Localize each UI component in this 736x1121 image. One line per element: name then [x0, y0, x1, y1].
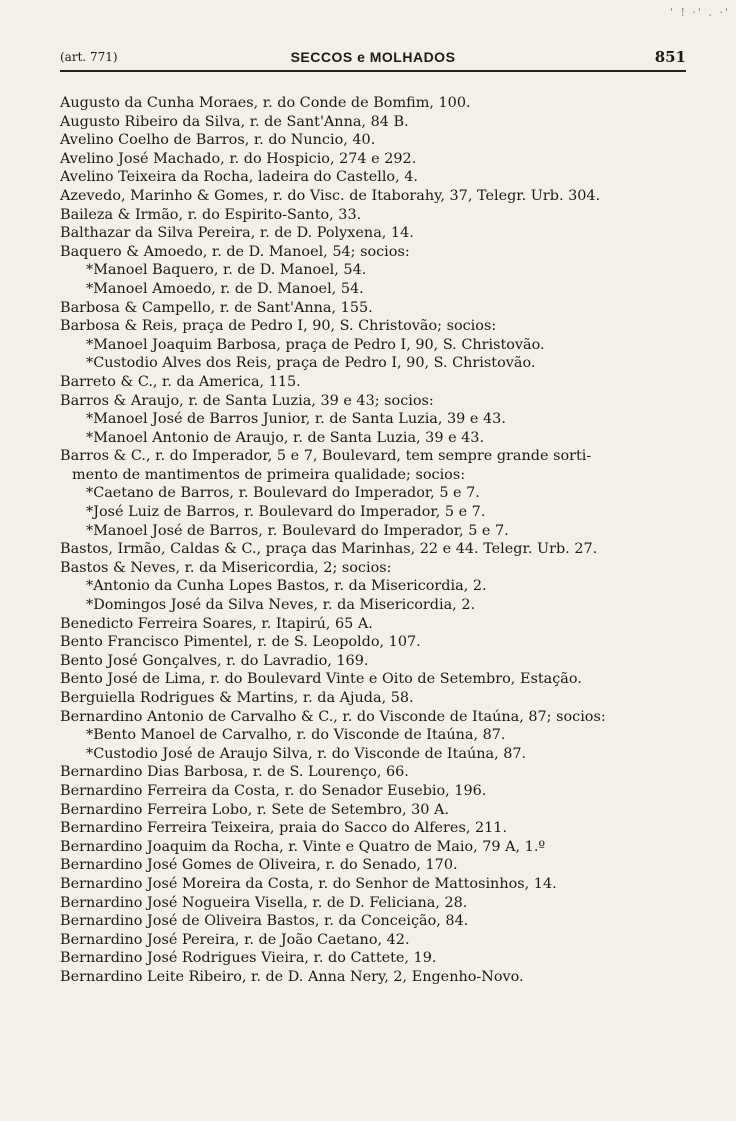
directory-entry: Barros & Araujo, r. de Santa Luzia, 39 e 43; socios:: [60, 392, 434, 409]
directory-entry: Balthazar da Silva Pereira, r. de D. Polyxena, 14.: [60, 225, 414, 242]
directory-entries: [60, 94, 700, 987]
directory-entry: Bernardino José de Oliveira Bastos, r. da Conceição, 84.: [60, 913, 469, 930]
directory-entry: Bernardino Joaquim da Rocha, r. Vinte e Quatro de Maio, 79 A, 1.º: [60, 838, 546, 855]
directory-entry: Bernardino Antonio de Carvalho & C., r. do Visconde de Itaúna, 87; socios:: [60, 708, 606, 725]
directory-entry: Bento José de Lima, r. do Boulevard Vinte e Oito de Setembro, Estação.: [60, 671, 582, 688]
directory-entry: Bernardino Ferreira Lobo, r. Sete de Setembro, 30 A.: [60, 801, 449, 818]
directory-entry: Bastos & Neves, r. da Misericordia, 2; socios:: [60, 559, 392, 576]
entry-continuation: mento de mantimentos de primeira qualidade; socios:: [72, 466, 466, 483]
partner-entry: *Custodio José de Araujo Silva, r. do Visconde de Itaúna, 87.: [86, 745, 527, 762]
partner-entry: *Manoel Antonio de Araujo, r. de Santa Luzia, 39 e 43.: [86, 429, 485, 446]
directory-entry: Bastos, Irmão, Caldas & C., praça das Marinhas, 22 e 44. Telegr. Urb. 27.: [60, 541, 598, 558]
directory-entry: Bernardino Ferreira da Costa, r. do Senador Eusebio, 196.: [60, 782, 487, 799]
partner-entry: *José Luiz de Barros, r. Boulevard do Imperador, 5 e 7.: [86, 504, 486, 521]
directory-entry: Bernardino José Moreira da Costa, r. do Senhor de Mattosinhos, 14.: [60, 875, 557, 892]
directory-entry: Bernardino Leite Ribeiro, r. de D. Anna Nery, 2, Engenho-Novo.: [60, 968, 524, 985]
directory-entry: Avelino José Machado, r. do Hospicio, 274 e 292.: [60, 150, 417, 167]
section-title: SECCOS e MOLHADOS: [290, 49, 456, 65]
article-reference: (art. 771): [60, 50, 118, 64]
directory-entry: Baquero & Amoedo, r. de D. Manoel, 54; socios:: [60, 243, 410, 260]
partner-entry: *Antonio da Cunha Lopes Bastos, r. da Misericordia, 2.: [86, 578, 487, 595]
directory-entry: Barreto & C., r. da America, 115.: [60, 373, 301, 390]
directory-entry: Barbosa & Reis, praça de Pedro I, 90, S. Christovão; socios:: [60, 318, 497, 335]
directory-entry: Avelino Coelho de Barros, r. do Nuncio, 40.: [60, 132, 376, 149]
directory-entry: Bento Francisco Pimentel, r. de S. Leopoldo, 107.: [60, 634, 421, 651]
directory-entry: Benedicto Ferreira Soares, r. Itapirú, 65 A.: [60, 615, 373, 632]
partner-entry: *Manoel Joaquim Barbosa, praça de Pedro I, 90, S. Christovão.: [86, 336, 545, 353]
directory-entry: Barbosa & Campello, r. de Sant'Anna, 155.: [60, 299, 373, 316]
partner-entry: *Domingos José da Silva Neves, r. da Misericordia, 2.: [86, 597, 476, 614]
directory-entry: Berguiella Rodrigues & Martins, r. da Ajuda, 58.: [60, 690, 414, 706]
partner-entry: *Manoel José de Barros, r. Boulevard do Imperador, 5 e 7.: [86, 522, 509, 539]
page-number: 851: [654, 48, 686, 66]
directory-entry: Barros & C., r. do Imperador, 5 e 7, Boulevard, tem sempre grande sorti-: [60, 448, 592, 465]
directory-entry: Bernardino José Rodrigues Vieira, r. do Cattete, 19.: [60, 950, 437, 967]
partner-entry: *Manoel Baquero, r. de D. Manoel, 54.: [86, 262, 367, 279]
directory-entry: Avelino Teixeira da Rocha, ladeira do Castello, 4.: [60, 169, 418, 186]
directory-entry: Bernardino José Pereira, r. de João Caetano, 42.: [60, 931, 410, 948]
partner-entry: *Manoel Amoedo, r. de D. Manoel, 54.: [86, 280, 364, 297]
partner-entry: *Bento Manoel de Carvalho, r. do Visconde de Itaúna, 87.: [86, 727, 506, 744]
page-header: [60, 48, 686, 72]
directory-entry: Augusto da Cunha Moraes, r. do Conde de Bomfim, 100.: [60, 95, 471, 111]
partner-entry: *Manoel José de Barros Junior, r. de Santa Luzia, 39 e 43.: [86, 411, 506, 428]
directory-entry: Bernardino José Gomes de Oliveira, r. do Senado, 170.: [60, 857, 458, 874]
partner-entry: *Custodio Alves dos Reis, praça de Pedro I, 90, S. Christovão.: [86, 355, 536, 372]
partner-entry: *Caetano de Barros, r. Boulevard do Imperador, 5 e 7.: [86, 485, 480, 502]
print-specks: ' ! ·' . ·': [670, 6, 730, 19]
directory-entry: Bernardino Dias Barbosa, r. de S. Lourenço, 66.: [60, 764, 409, 781]
directory-entry: Augusto Ribeiro da Silva, r. de Sant'Anna, 84 B.: [60, 113, 409, 130]
directory-entry: Azevedo, Marinho & Gomes, r. do Visc. de Itaborahy, 37, Telegr. Urb. 304.: [60, 187, 601, 204]
directory-entry: Bernardino Ferreira Teixeira, praia do Sacco do Alferes, 211.: [60, 820, 508, 837]
directory-entry: Bernardino José Nogueira Visella, r. de D. Feliciana, 28.: [60, 894, 468, 911]
directory-entry: Baileza & Irmão, r. do Espirito-Santo, 33.: [60, 206, 362, 223]
directory-entry: Bento José Gonçalves, r. do Lavradio, 169.: [60, 652, 369, 669]
